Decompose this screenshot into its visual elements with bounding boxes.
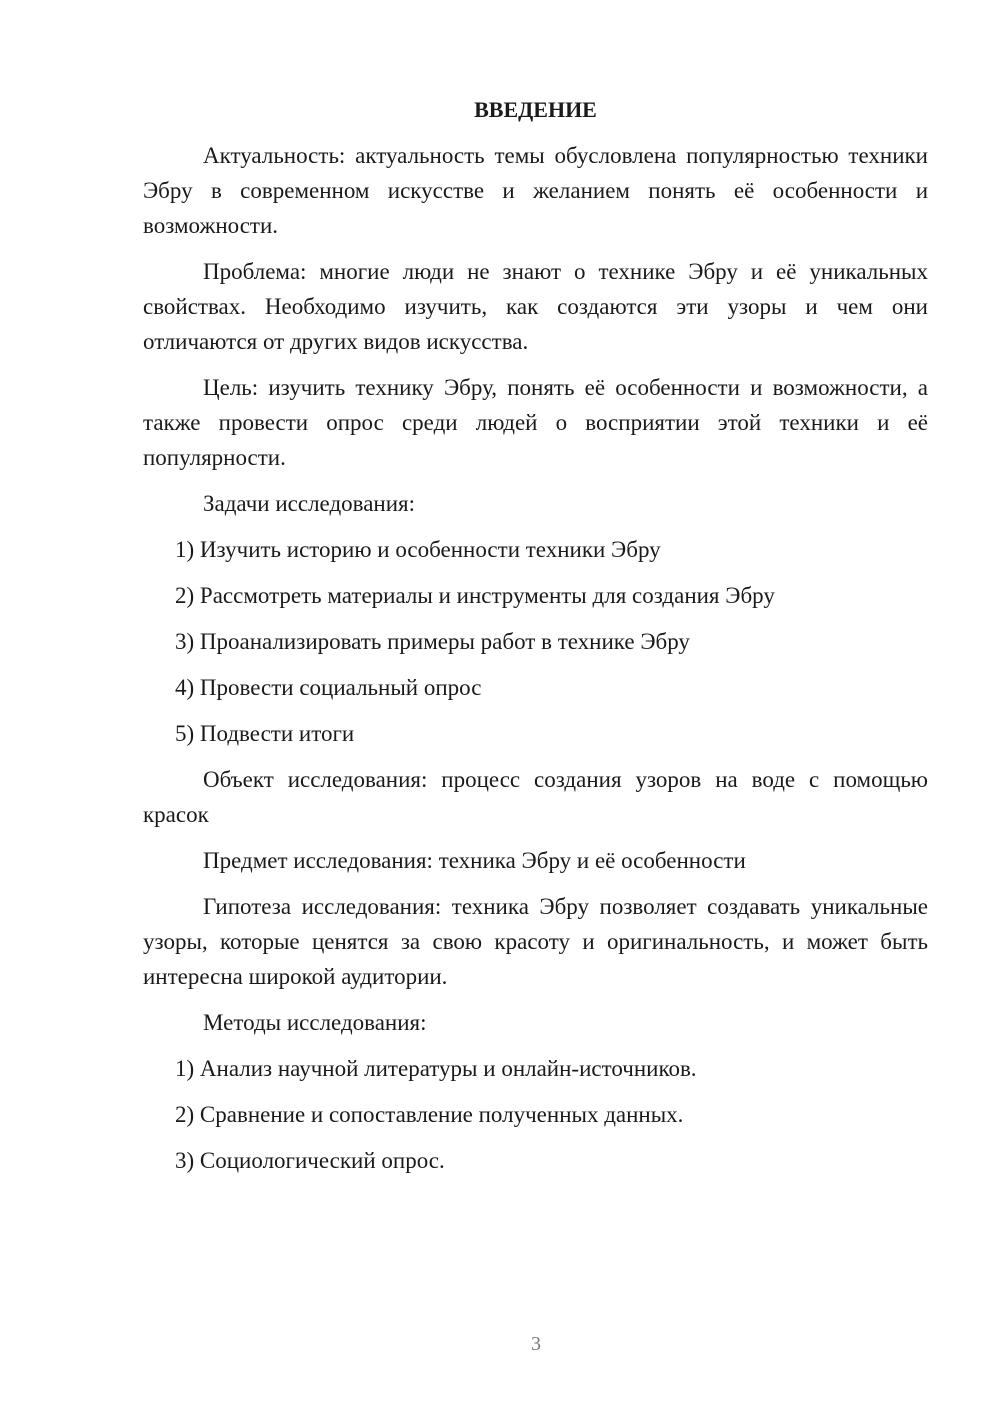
relevance-paragraph: Актуальность: актуальность темы обусловлена популярностью техники Эбру в современном искусстве и желанием понять её особенности и возможности. [143, 143, 928, 238]
method-item: 2) Сравнение и сопоставление полученных данных. [175, 1102, 684, 1127]
method-item: 1) Анализ научной литературы и онлайн-источников. [175, 1056, 697, 1081]
page-content [143, 92, 928, 1189]
task-item: 1) Изучить историю и особенности техники Эбру [175, 537, 661, 562]
method-item: 3) Социологический опрос. [175, 1148, 445, 1173]
task-item: 3) Проанализировать примеры работ в технике Эбру [175, 629, 690, 654]
object-paragraph: Объект исследования: процесс создания узоров на воде с помощью красок [143, 767, 928, 827]
page-number: 3 [531, 1333, 541, 1355]
tasks-heading: Задачи исследования: [203, 491, 416, 516]
goal-paragraph: Цель: изучить технику Эбру, понять её особенности и возможности, а также провести опрос среди людей о восприятии этой техники и её популярности. [143, 375, 928, 470]
hypothesis-paragraph: Гипотеза исследования: техника Эбру позволяет создавать уникальные узоры, которые ценятся за свою красоту и оригинальность, и может быть интересна широкой аудитории. [143, 894, 928, 989]
task-item: 5) Подвести итоги [175, 721, 355, 746]
task-item: 4) Провести социальный опрос [175, 675, 482, 700]
task-item: 2) Рассмотреть материалы и инструменты для создания Эбру [175, 583, 775, 608]
methods-heading: Методы исследования: [203, 1010, 427, 1035]
problem-paragraph: Проблема: многие люди не знают о технике Эбру и её уникальных свойствах. Необходимо изучить, как создаются эти узоры и чем они отличаются от других видов искусства. [143, 259, 928, 354]
section-title: ВВЕДЕНИЕ [474, 97, 597, 122]
subject-paragraph: Предмет исследования: техника Эбру и её особенности [203, 848, 746, 873]
